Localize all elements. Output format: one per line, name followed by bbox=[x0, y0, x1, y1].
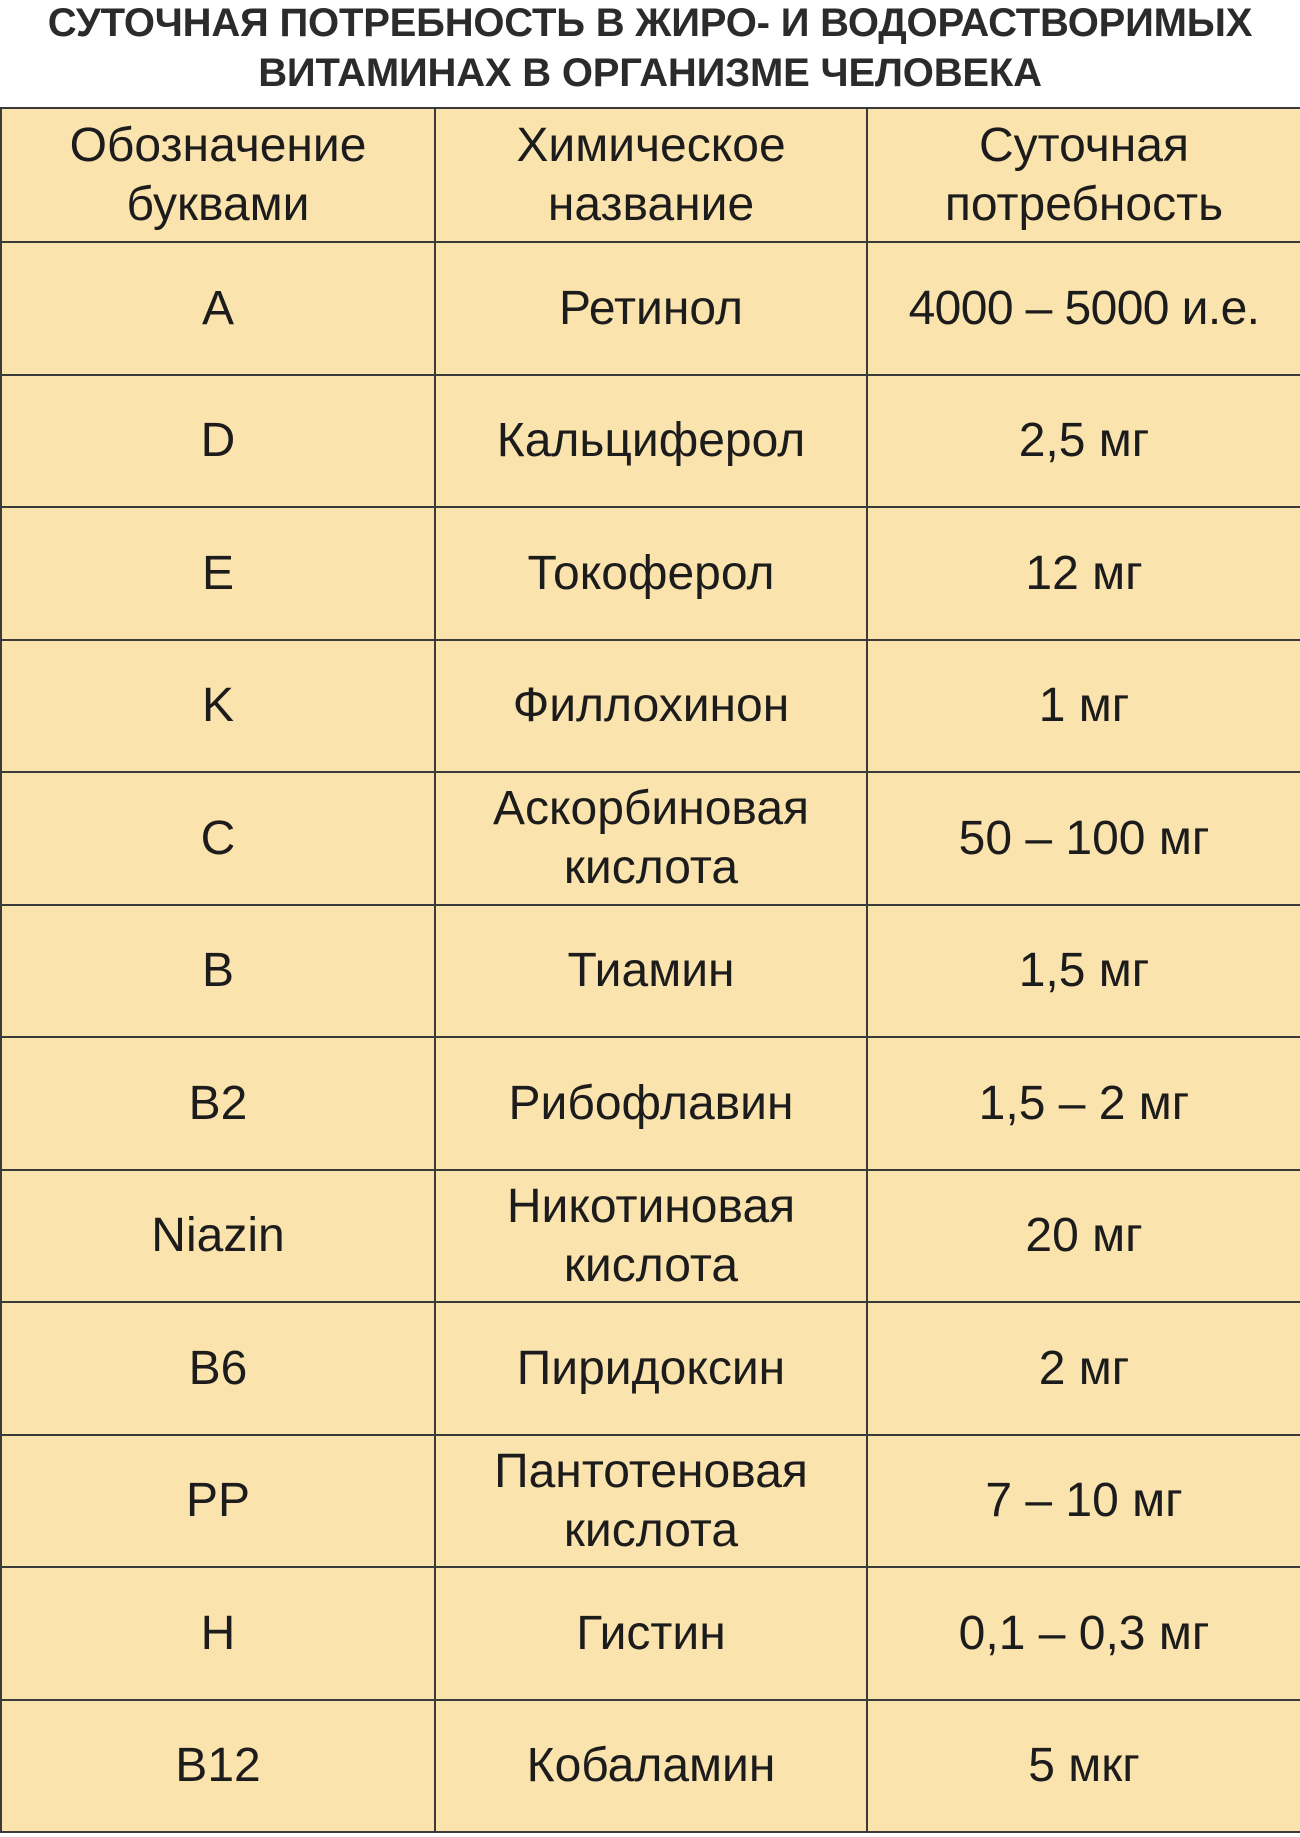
vitamin-letter: B bbox=[201, 944, 234, 998]
daily-need-cell bbox=[867, 1037, 1300, 1170]
daily-need-value: 2,5 мг bbox=[1018, 414, 1150, 468]
chemical-name-cell bbox=[435, 1700, 867, 1833]
daily-need-value: 0,1 – 0,3 мг bbox=[958, 1606, 1210, 1660]
vitamin-letter-cell bbox=[1, 1170, 435, 1303]
daily-need-value: 4000 – 5000 и.е. bbox=[908, 281, 1260, 335]
table-row bbox=[1, 1302, 1300, 1435]
chemical-name-line: Рибофлавин bbox=[508, 1076, 794, 1130]
chemical-name-line: Тиамин bbox=[567, 944, 735, 998]
table-row bbox=[1, 772, 1300, 905]
daily-need-cell bbox=[867, 905, 1300, 1038]
vitamin-letter-cell bbox=[1, 375, 435, 508]
vitamin-letter-cell bbox=[1, 1435, 435, 1568]
daily-need-value: 1 мг bbox=[1038, 679, 1130, 733]
chemical-name-line: Токоферол bbox=[527, 546, 775, 600]
header-letter-line-2: буквами bbox=[126, 178, 310, 231]
chemical-name-cell bbox=[435, 1435, 867, 1568]
vitamin-letter-cell bbox=[1, 905, 435, 1038]
vitamin-letter: Niazin bbox=[151, 1209, 285, 1263]
vitamin-letter-cell bbox=[1, 1567, 435, 1700]
chemical-name-cell bbox=[435, 640, 867, 773]
vitamin-letter: H bbox=[200, 1606, 236, 1660]
chemical-name-line: Кальциферол bbox=[496, 414, 806, 468]
header-daily-need-line-2: потребность bbox=[944, 178, 1224, 231]
vitamin-letter-cell bbox=[1, 1037, 435, 1170]
chemical-name-cell bbox=[435, 905, 867, 1038]
chemical-name-cell bbox=[435, 1567, 867, 1700]
vitamin-letter: B12 bbox=[175, 1739, 261, 1793]
table-row bbox=[1, 1567, 1300, 1700]
header-daily-need bbox=[867, 108, 1300, 242]
header-chemical-name-line-2: название bbox=[547, 178, 755, 231]
daily-need-cell bbox=[867, 640, 1300, 773]
chemical-name-cell bbox=[435, 1170, 867, 1303]
daily-need-value: 1,5 – 2 мг bbox=[978, 1076, 1190, 1130]
daily-need-cell bbox=[867, 375, 1300, 508]
chemical-name-line: Никотиновая bbox=[506, 1179, 796, 1233]
vitamin-letter: K bbox=[201, 679, 234, 733]
page-title-line-1: СУТОЧНАЯ ПОТРЕБНОСТЬ В ЖИРО- И ВОДОРАСТВОРИМЫХ bbox=[47, 1, 1253, 45]
header-chemical-name-line-1: Химическое bbox=[516, 119, 786, 172]
daily-need-value: 12 мг bbox=[1025, 546, 1143, 600]
daily-need-value: 1,5 мг bbox=[1018, 944, 1150, 998]
chemical-name-cell bbox=[435, 1037, 867, 1170]
page-title-line-2: ВИТАМИНАХ В ОРГАНИЗМЕ ЧЕЛОВЕКА bbox=[258, 51, 1042, 95]
table-row bbox=[1, 507, 1300, 640]
table-row bbox=[1, 1170, 1300, 1303]
header-chemical-name bbox=[435, 108, 867, 242]
chemical-name-cell bbox=[435, 375, 867, 508]
vitamin-letter: B2 bbox=[188, 1076, 248, 1130]
page-title bbox=[0, 0, 1300, 100]
daily-need-cell bbox=[867, 1700, 1300, 1833]
table-row bbox=[1, 1435, 1300, 1568]
chemical-name-line: Аскорбиновая bbox=[492, 782, 810, 836]
chemical-name-cell bbox=[435, 1302, 867, 1435]
vitamin-letter-cell bbox=[1, 1302, 435, 1435]
table-row bbox=[1, 905, 1300, 1038]
table-row bbox=[1, 1037, 1300, 1170]
table-row bbox=[1, 242, 1300, 375]
table-row bbox=[1, 640, 1300, 773]
daily-need-value: 20 мг bbox=[1025, 1209, 1143, 1263]
header-daily-need-line-1: Суточная bbox=[979, 119, 1189, 172]
vitamin-letter-cell bbox=[1, 640, 435, 773]
daily-need-value: 5 мкг bbox=[1028, 1739, 1140, 1793]
vitamin-letter-cell bbox=[1, 507, 435, 640]
vitamin-letter: D bbox=[200, 414, 236, 468]
vitamin-letter: PP bbox=[185, 1474, 251, 1528]
daily-need-cell bbox=[867, 1302, 1300, 1435]
table-row bbox=[1, 375, 1300, 508]
chemical-name-line: Гистин bbox=[576, 1606, 726, 1660]
daily-need-cell bbox=[867, 1170, 1300, 1303]
chemical-name-line: Пантотеновая bbox=[494, 1444, 808, 1498]
chemical-name-line: кислота bbox=[563, 1503, 739, 1557]
table-body bbox=[1, 242, 1300, 1832]
daily-need-cell bbox=[867, 772, 1300, 905]
chemical-name-cell bbox=[435, 772, 867, 905]
table-header-row bbox=[1, 108, 1300, 242]
chemical-name-cell bbox=[435, 507, 867, 640]
chemical-name-cell bbox=[435, 242, 867, 375]
chemical-name-line: кислота bbox=[563, 1238, 739, 1292]
vitamin-letter-cell bbox=[1, 242, 435, 375]
header-letter bbox=[1, 108, 435, 242]
daily-need-value: 50 – 100 мг bbox=[958, 811, 1210, 865]
daily-need-value: 7 – 10 мг bbox=[985, 1474, 1183, 1528]
header-letter-line-1: Обозначение bbox=[69, 119, 367, 172]
vitamin-letter: C bbox=[200, 811, 236, 865]
chemical-name-line: Пиридоксин bbox=[516, 1341, 786, 1395]
table-row bbox=[1, 1700, 1300, 1833]
chemical-name-line: Филлохинон bbox=[512, 679, 790, 733]
daily-need-value: 2 мг bbox=[1038, 1341, 1130, 1395]
vitamin-letter: B6 bbox=[188, 1341, 248, 1395]
daily-need-cell bbox=[867, 242, 1300, 375]
vitamin-table bbox=[0, 107, 1300, 1833]
chemical-name-line: Ретинол bbox=[559, 281, 743, 335]
daily-need-cell bbox=[867, 507, 1300, 640]
daily-need-cell bbox=[867, 1435, 1300, 1568]
chemical-name-line: Кобаламин bbox=[526, 1739, 776, 1793]
daily-need-cell bbox=[867, 1567, 1300, 1700]
vitamin-letter-cell bbox=[1, 772, 435, 905]
chemical-name-line: кислота bbox=[563, 841, 739, 895]
vitamin-letter: A bbox=[201, 281, 234, 335]
vitamin-letter: E bbox=[201, 546, 234, 600]
vitamin-letter-cell bbox=[1, 1700, 435, 1833]
